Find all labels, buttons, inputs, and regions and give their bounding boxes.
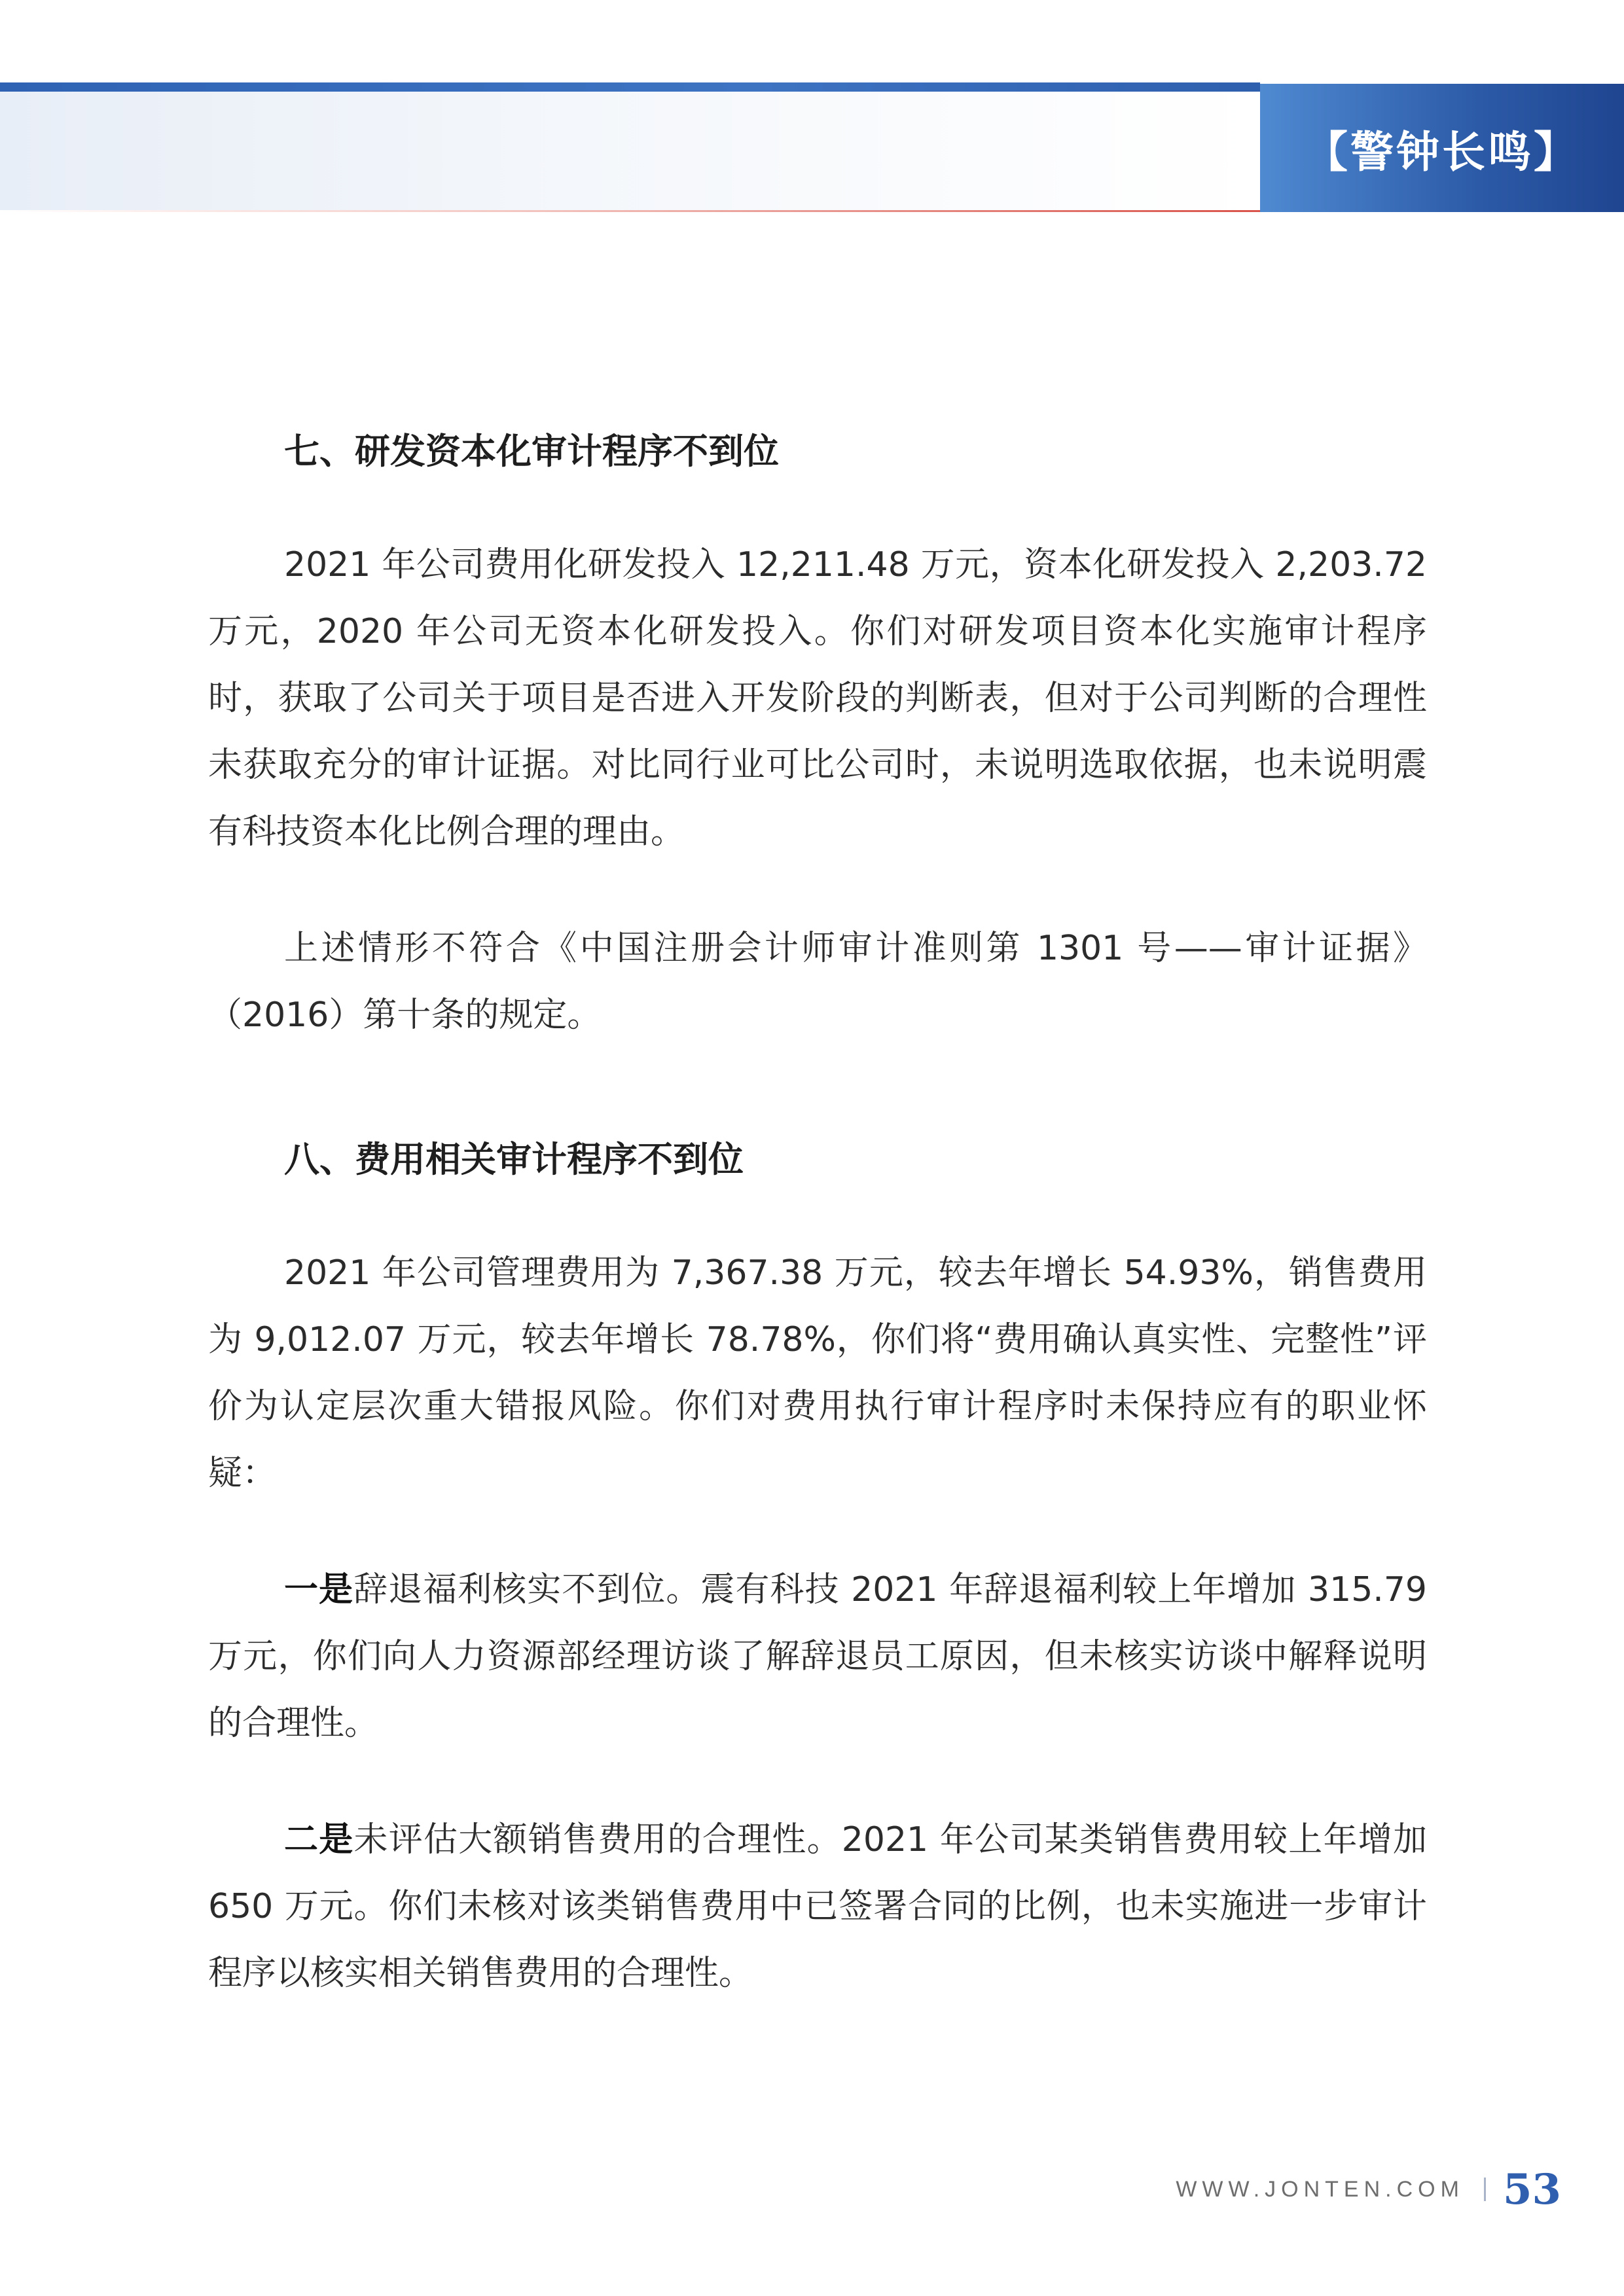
item-2-text: 未评估大额销售费用的合理性。2021 年公司某类销售费用较上年增加 650 万元。你们未核对该类销售费用中已签署合同的比例，也未实施进一步审计程序以核实相关销售费用的合理性。 [208,1820,1427,1993]
footer-divider [1484,2178,1486,2201]
page-number: 53 [1502,2164,1561,2214]
header-red-line [0,210,1260,212]
section7-paragraph-2: 上述情形不符合《中国注册会计师审计准则第 1301 号——审计证据》（2016）第十条的规定。 [208,929,1427,1035]
page-footer [1176,2160,1561,2219]
header-tag-text: 【警钟长鸣】 [1305,126,1579,177]
section8-paragraph-1: 2021 年公司管理费用为 7,367.38 万元，较去年增长 54.93%，销售费用为 9,012.07 万元，较去年增长 78.78%，你们将“费用确认真实性、完整性”评价为认定层次重大错报风险。你们对费用执行审计程序时未保持应有的职业怀疑： [208,1253,1427,1493]
header-tag [1260,84,1624,212]
item-2-lead: 二是 [284,1820,354,1859]
section7-paragraph-1: 2021 年公司费用化研发投入 12,211.48 万元，资本化研发投入 2,203.72 万元，2020 年公司无资本化研发投入。你们对研发项目资本化实施审计程序时，获取了公司关于项目是否进入开发阶段的判断表，但对于公司判断的合理性未获取充分的审计证据。对比同行业可比公司时，未说明选取依据，也未说明震有科技资本化比例合理的理由。 [208,545,1427,852]
item-1-lead: 一是 [284,1570,354,1609]
item-1-text: 辞退福利核实不到位。震有科技 2021 年辞退福利较上年增加 315.79 万元，你们向人力资源部经理访谈了解辞退员工原因，但未核实访谈中解释说明的合理性。 [208,1570,1427,1743]
article-body [208,419,1427,2007]
section8-heading: 八、费用相关审计程序不到位 [284,1139,744,1180]
header-top-line [0,82,1260,92]
footer-site: WWW.JONTEN.COM [1176,2176,1464,2202]
header-band [0,84,1260,212]
section8-item-2 [208,1806,1427,2007]
section8-item-1 [208,1556,1427,1757]
section7-heading: 七、研发资本化审计程序不到位 [284,431,779,472]
